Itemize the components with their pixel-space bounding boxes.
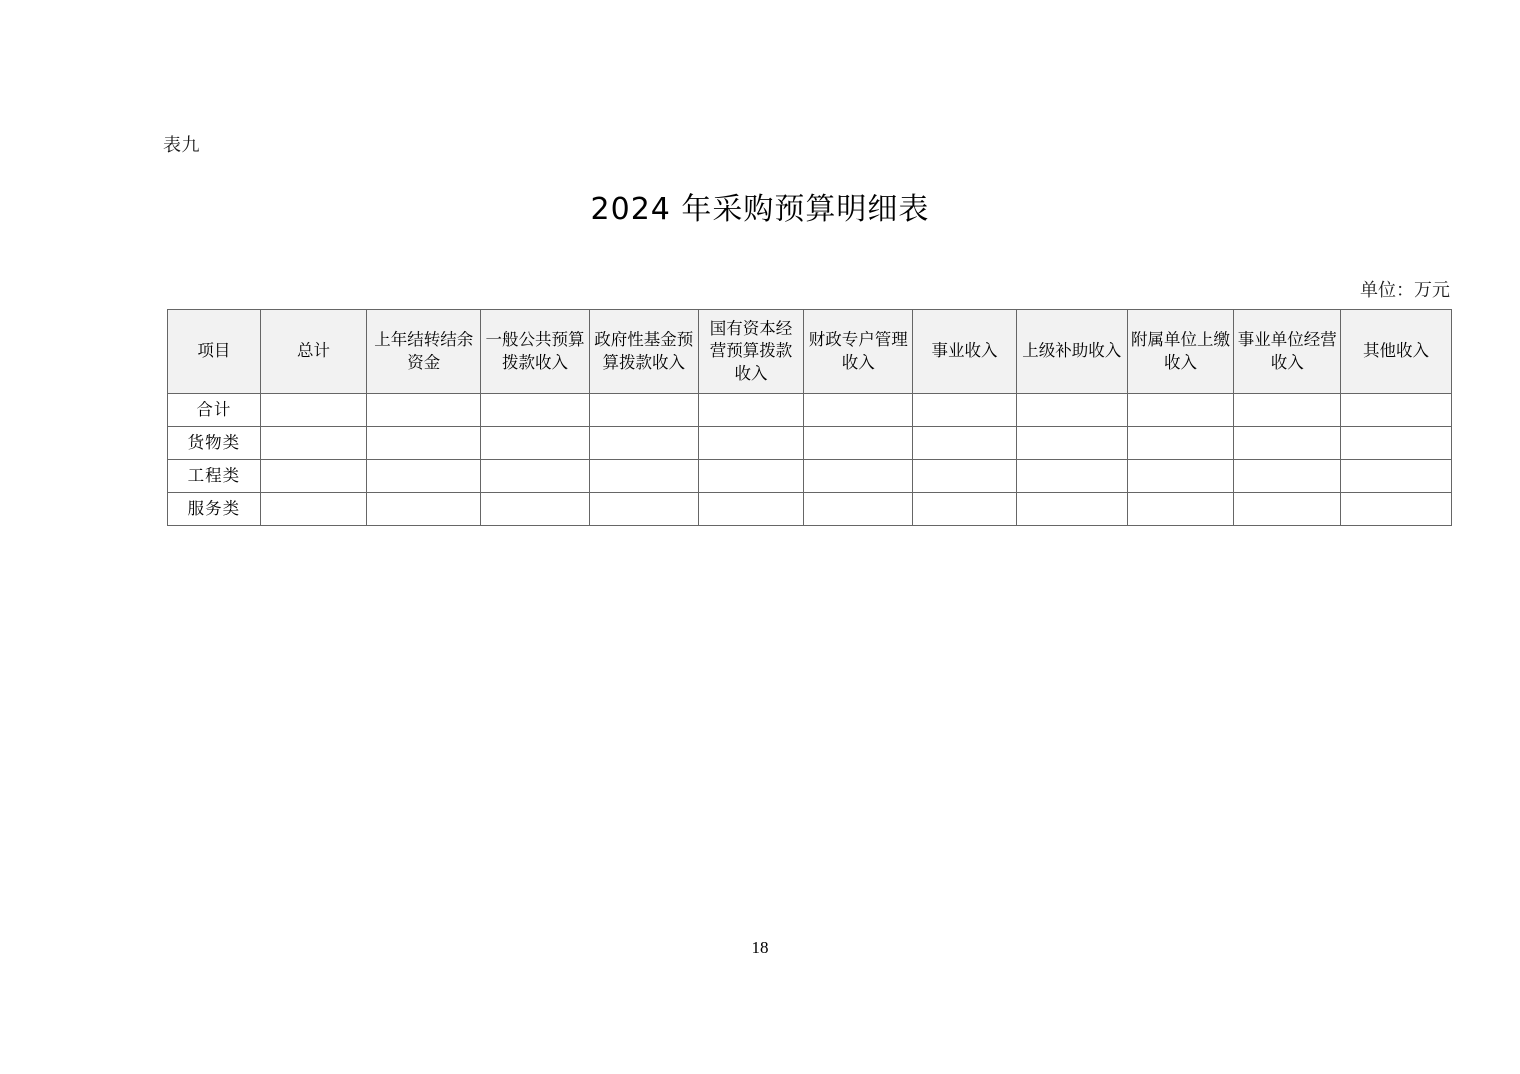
table-cell[interactable]: [1341, 460, 1452, 493]
table-cell[interactable]: [367, 493, 481, 526]
table-header-row: [168, 310, 1452, 394]
table-cell[interactable]: [1127, 394, 1234, 427]
page-title: 2024 年采购预算明细表: [590, 192, 930, 227]
column-header-total: 总计: [260, 310, 367, 394]
procurement-budget-table: [167, 309, 1452, 526]
table-row: [168, 460, 1452, 493]
table-cell[interactable]: [913, 394, 1017, 427]
table-cell[interactable]: [481, 394, 590, 427]
column-header-gov-fund-budget: 政府性基金预算拨款收入: [589, 310, 698, 394]
row-label-goods: 货物类: [168, 427, 261, 460]
table-cell[interactable]: [804, 493, 913, 526]
column-header-superior-subsidy: 上级补助收入: [1016, 310, 1127, 394]
table-cell[interactable]: [698, 427, 804, 460]
budget-table-container: [167, 309, 1452, 526]
table-cell[interactable]: [1234, 427, 1341, 460]
table-cell[interactable]: [260, 394, 367, 427]
table-cell[interactable]: [481, 427, 590, 460]
table-row: [168, 493, 1452, 526]
column-header-career-income: 事业收入: [913, 310, 1017, 394]
row-label-services: 服务类: [168, 493, 261, 526]
table-cell[interactable]: [1341, 394, 1452, 427]
table-label: 表九: [163, 135, 200, 155]
column-header-carryover-funds: 上年结转结余资金: [367, 310, 481, 394]
column-header-special-account: 财政专户管理收入: [804, 310, 913, 394]
table-cell[interactable]: [1341, 427, 1452, 460]
table-body: [168, 394, 1452, 526]
unit-note: 单位：万元: [1360, 280, 1450, 300]
table-cell[interactable]: [589, 427, 698, 460]
table-cell[interactable]: [698, 493, 804, 526]
row-label-engineering: 工程类: [168, 460, 261, 493]
table-cell[interactable]: [698, 394, 804, 427]
table-cell[interactable]: [1127, 493, 1234, 526]
table-cell[interactable]: [1127, 427, 1234, 460]
table-cell[interactable]: [589, 460, 698, 493]
table-cell[interactable]: [1016, 427, 1127, 460]
table-cell[interactable]: [367, 460, 481, 493]
table-cell[interactable]: [1016, 493, 1127, 526]
column-header-item: 项目: [168, 310, 261, 394]
table-row: [168, 427, 1452, 460]
table-row: [168, 394, 1452, 427]
table-cell[interactable]: [481, 460, 590, 493]
table-cell[interactable]: [1234, 493, 1341, 526]
table-cell[interactable]: [913, 460, 1017, 493]
table-cell[interactable]: [804, 427, 913, 460]
table-cell[interactable]: [1016, 460, 1127, 493]
table-cell[interactable]: [1234, 394, 1341, 427]
column-header-career-operating: 事业单位经营收入: [1234, 310, 1341, 394]
table-cell[interactable]: [481, 493, 590, 526]
column-header-other-income: 其他收入: [1341, 310, 1452, 394]
table-cell[interactable]: [1341, 493, 1452, 526]
column-header-public-budget: 一般公共预算拨款收入: [481, 310, 590, 394]
page-number: 18: [751, 938, 769, 957]
table-cell[interactable]: [260, 460, 367, 493]
table-cell[interactable]: [913, 427, 1017, 460]
table-cell[interactable]: [804, 394, 913, 427]
row-label-total: 合计: [168, 394, 261, 427]
table-cell[interactable]: [1127, 460, 1234, 493]
column-header-subordinate-remit: 附属单位上缴收入: [1127, 310, 1234, 394]
table-cell[interactable]: [260, 493, 367, 526]
table-cell[interactable]: [260, 427, 367, 460]
table-cell[interactable]: [367, 427, 481, 460]
table-cell[interactable]: [698, 460, 804, 493]
table-cell[interactable]: [589, 394, 698, 427]
table-cell[interactable]: [1016, 394, 1127, 427]
table-cell[interactable]: [1234, 460, 1341, 493]
table-cell[interactable]: [367, 394, 481, 427]
table-cell[interactable]: [589, 493, 698, 526]
column-header-state-capital: 国有资本经营预算拨款收入: [698, 310, 804, 394]
table-cell[interactable]: [913, 493, 1017, 526]
table-cell[interactable]: [804, 460, 913, 493]
